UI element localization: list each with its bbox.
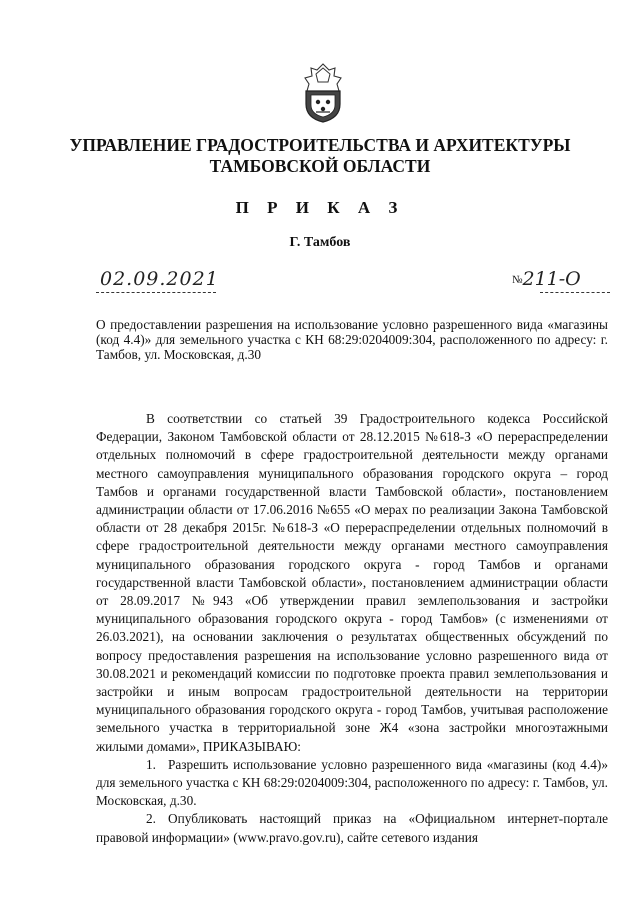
document-type-title: П Р И К А З (235, 198, 405, 217)
document-body (96, 410, 608, 847)
order-number-value: 211-О (522, 268, 581, 290)
order-number (512, 268, 581, 290)
order-item-text: Разрешить использование условно разрешенного вида «магазины (код 4.4)» для земельного участка с КН 68:29:0204009:304, расположенного по адресу: г. Тамбов, ул. Московская, д.30. (96, 756, 608, 809)
order-item-number: 1. (146, 756, 156, 772)
date-underline (96, 292, 216, 293)
order-subject: О предоставлении разрешения на использование условно разрешенного вида «магазины (код 4.4)» для земельного участка с КН 68:29:0204009:304, расположенного по адресу: г. Тамбов, ул. Московская, д.30 (96, 317, 608, 362)
order-item (96, 810, 608, 846)
city-label: Г. Тамбов (289, 235, 351, 250)
organization-name-line1: УПРАВЛЕНИЕ ГРАДОСТРОИТЕЛЬСТВА И АРХИТЕКТУРЫ (69, 135, 571, 155)
preamble-paragraph: В соответствии со статьей 39 Градостроительного кодекса Российской Федерации, Законом Тамбовской области от 28.12.2015 №618-З «О перераспределении отдельных полномочий в сфере градостроительной деятельности между органами местного самоуправления муниципального образования городского округа – город Тамбов и органами государственной власти Тамбовской области», постановлением администрации области от 17.06.2016 №655 «О мерах по реализации Закона Тамбовской области от 28 декабря 2015г. №618-З «О перераспределении отдельных полномочий в сфере градостроительной деятельности между органами местного самоуправления муниципального образования городского округа - город Тамбов и органами государственной власти Тамбовской области», постановлением администрации области от 28.09.2017 №943 «Об утверждении правил землепользования и застройки муниципального образования городского округа - город Тамбов» (с изменениями от 26.03.2021), на основании заключения о результатах общественных обсуждений по вопросу предоставления разрешения на использование условно разрешенного вида от 30.08.2021 и рекомендаций комиссии по подготовке проекта правил землепользования и застройки и иным вопросам градостроительной деятельности на территории муниципального образования городского округа - город Тамбов, учитывая расположение земельного участка в территориальной зоне Ж4 «зона застройки многоэтажными жилыми домами», ПРИКАЗЫВАЮ: (96, 411, 608, 754)
order-item-number: 2. (146, 811, 156, 827)
order-items-list (96, 756, 608, 847)
organization-name-line2: ТАМБОВСКОЙ ОБЛАСТИ (209, 156, 431, 176)
order-item (96, 756, 608, 811)
coat-of-arms-emblem (298, 60, 348, 124)
handwritten-date: 02.09.2021 (100, 268, 219, 290)
order-item-text: Опубликовать настоящий приказ на «Официальном интернет-портале правовой информации» (www.pravo.gov.ru), сайте сетевого издания (96, 811, 608, 845)
number-underline (540, 292, 610, 293)
number-sign: № (512, 274, 523, 286)
